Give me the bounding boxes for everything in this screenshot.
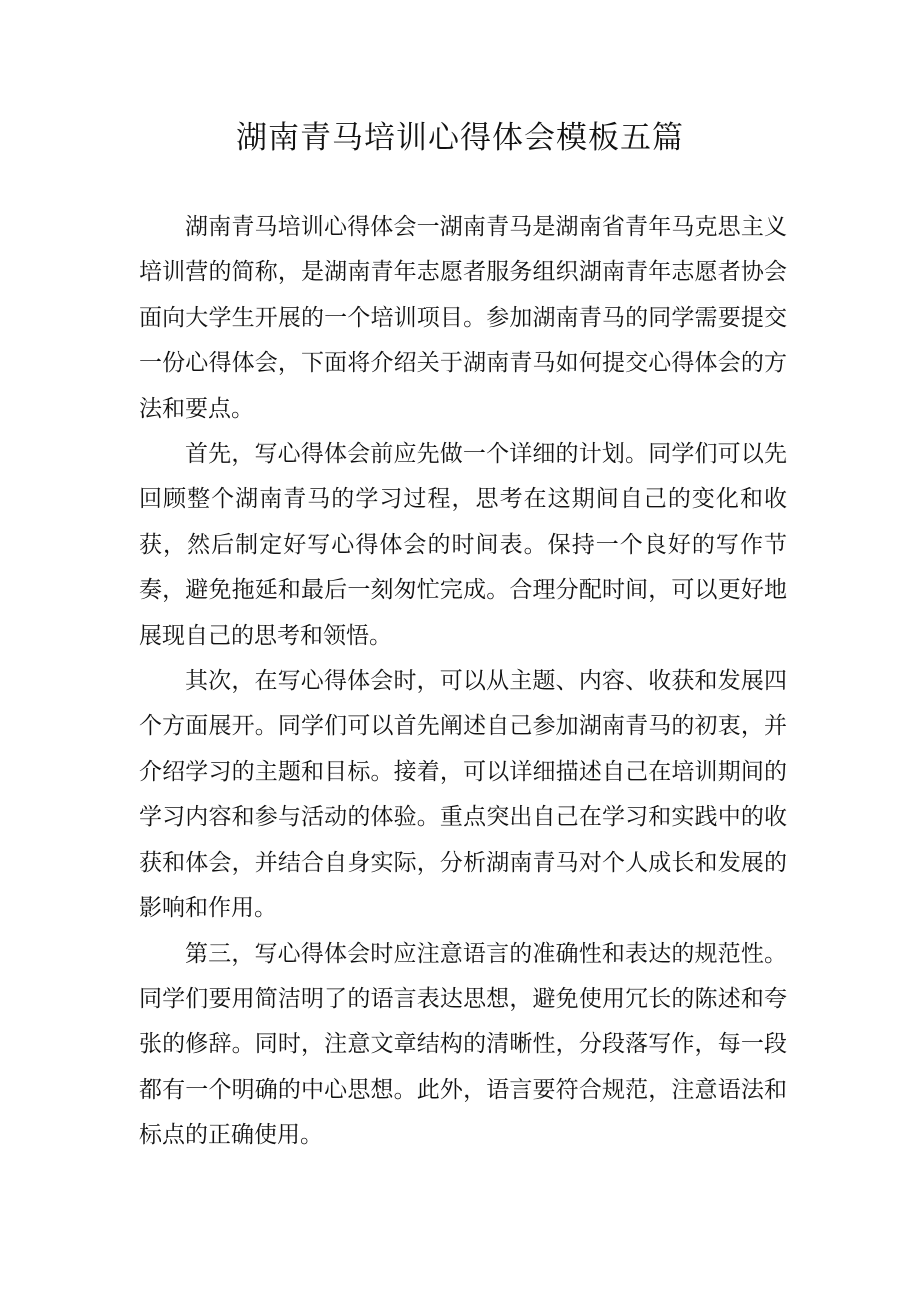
document-title: 湖南青马培训心得体会模板五篇 [236, 120, 684, 156]
paragraph-second: 其次，在写心得体会时，可以从主题、内容、收获和发展四个方面展开。同学们可以首先阐述自己参加湖南青马的初衷，并介绍学习的主题和目标。接着，可以详细描述自己在培训期间的学习内容和参与活动的体验。重点突出自己在学习和实践中的收获和体会，并结合自身实际，分析湖南青马对个人成长和发展的影响和作用。 [139, 668, 787, 922]
document-body [139, 205, 787, 1159]
paragraph-first: 首先，写心得体会前应先做一个详细的计划。同学们可以先回顾整个湖南青马的学习过程，思考在这期间自己的变化和收获，然后制定好写心得体会的时间表。保持一个良好的写作节奏，避免拖延和最后一刻匆忙完成。合理分配时间，可以更好地展现自己的思考和领悟。 [139, 441, 787, 649]
paragraph-intro: 湖南青马培训心得体会一湖南青马是湖南省青年马克思主义培训营的简称，是湖南青年志愿者服务组织湖南青年志愿者协会面向大学生开展的一个培训项目。参加湖南青马的同学需要提交一份心得体会，下面将介绍关于湖南青马如何提交心得体会的方法和要点。 [139, 214, 787, 422]
paragraph-third: 第三，写心得体会时应注意语言的准确性和表达的规范性。同学们要用简洁明了的语言表达思想，避免使用冗长的陈述和夸张的修辞。同时，注意文章结构的清晰性，分段落写作，每一段都有一个明确的中心思想。此外，语言要符合规范，注意语法和标点的正确使用。 [139, 940, 787, 1149]
